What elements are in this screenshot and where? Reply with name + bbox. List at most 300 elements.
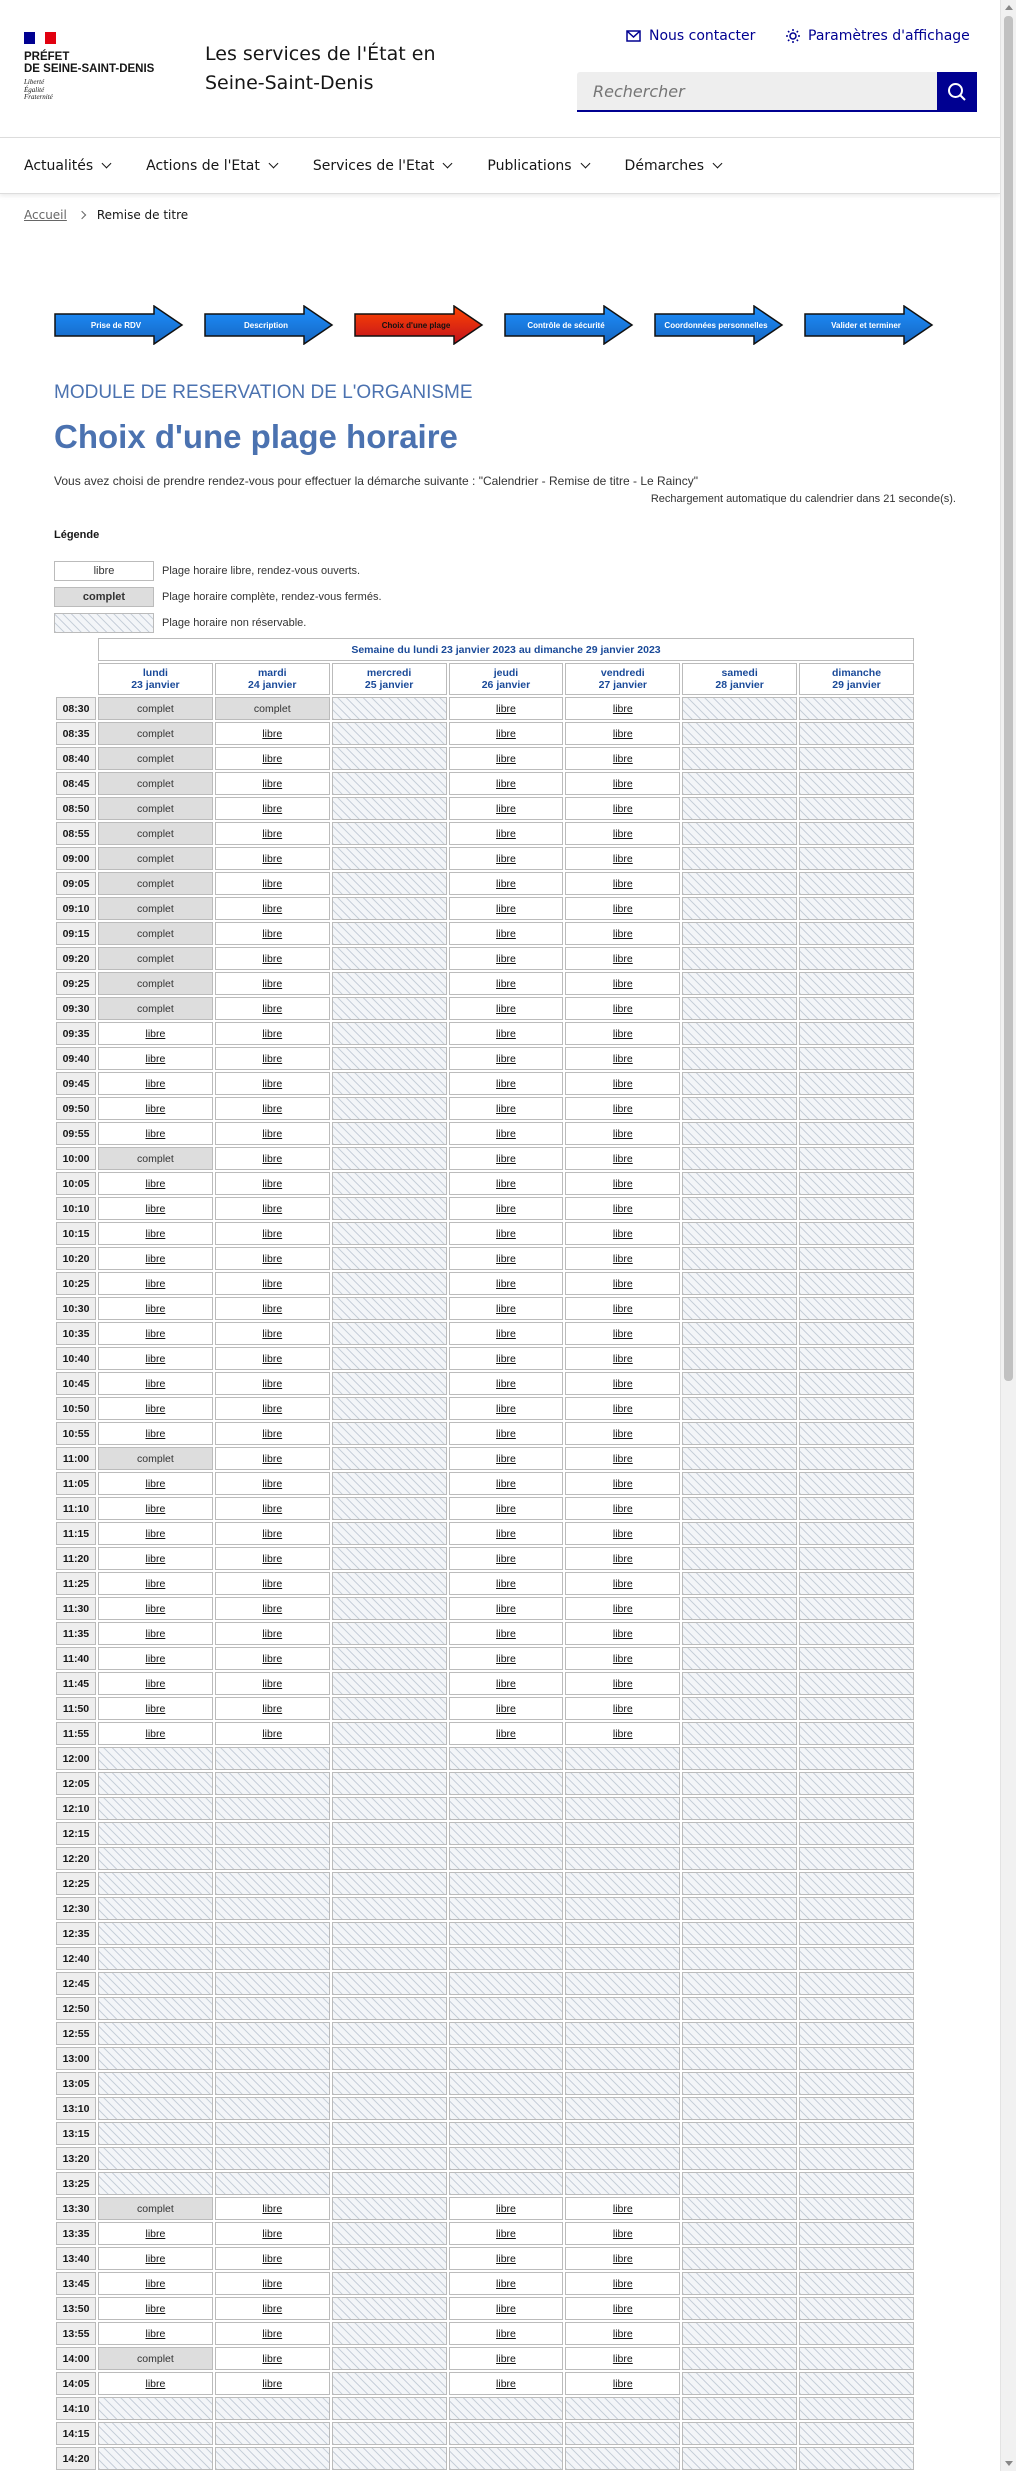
slot-free-link[interactable]: libre bbox=[612, 1302, 633, 1315]
slot-free-link[interactable]: libre bbox=[496, 1152, 516, 1165]
scroll-up-icon[interactable] bbox=[1005, 5, 1013, 10]
slot-free[interactable] bbox=[449, 947, 564, 970]
slot-free-link[interactable]: libre bbox=[145, 1102, 166, 1115]
slot-free[interactable] bbox=[215, 1622, 330, 1645]
slot-free[interactable] bbox=[449, 1472, 564, 1495]
slot-free-link[interactable]: libre bbox=[262, 2377, 283, 2390]
slot-free-link[interactable]: libre bbox=[612, 2352, 633, 2365]
slot-free[interactable] bbox=[215, 1497, 330, 1520]
slot-free[interactable] bbox=[98, 1372, 213, 1395]
slot-free-link[interactable]: libre bbox=[612, 902, 633, 915]
slot-free[interactable] bbox=[565, 1222, 680, 1245]
slot-free-link[interactable]: libre bbox=[496, 1627, 516, 1640]
slot-free[interactable] bbox=[449, 1497, 564, 1520]
slot-free-link[interactable]: libre bbox=[145, 1652, 166, 1665]
nav-item-actualites[interactable] bbox=[24, 138, 110, 193]
slot-free-link[interactable]: libre bbox=[612, 1252, 633, 1265]
slot-free[interactable] bbox=[565, 2372, 680, 2395]
slot-free[interactable] bbox=[449, 2297, 564, 2320]
slot-free[interactable] bbox=[215, 1447, 330, 1470]
slot-free[interactable] bbox=[215, 897, 330, 920]
slot-free-link[interactable]: libre bbox=[262, 927, 283, 940]
slot-free-link[interactable]: libre bbox=[496, 1702, 516, 1715]
slot-free[interactable] bbox=[565, 1472, 680, 1495]
slot-free-link[interactable]: libre bbox=[262, 1727, 283, 1740]
slot-free[interactable] bbox=[215, 947, 330, 970]
slot-free-link[interactable]: libre bbox=[612, 2227, 633, 2240]
slot-free-link[interactable]: libre bbox=[145, 1327, 166, 1340]
slot-free[interactable] bbox=[565, 2297, 680, 2320]
slot-free-link[interactable]: libre bbox=[612, 1002, 633, 1015]
slot-free-link[interactable]: libre bbox=[612, 2327, 633, 2340]
slot-free-link[interactable]: libre bbox=[262, 2252, 283, 2265]
slot-free-link[interactable]: libre bbox=[145, 2227, 166, 2240]
scrollbar[interactable] bbox=[1000, 0, 1016, 2471]
slot-free-link[interactable]: libre bbox=[262, 1302, 283, 1315]
slot-free-link[interactable]: libre bbox=[496, 777, 516, 790]
slot-free-link[interactable]: libre bbox=[612, 1152, 633, 1165]
slot-free-link[interactable]: libre bbox=[496, 902, 516, 915]
slot-free-link[interactable]: libre bbox=[612, 777, 633, 790]
display-settings-link[interactable] bbox=[786, 28, 970, 44]
slot-free[interactable] bbox=[449, 1172, 564, 1195]
slot-free[interactable] bbox=[98, 1622, 213, 1645]
slot-free[interactable] bbox=[215, 972, 330, 995]
slot-free[interactable] bbox=[98, 1647, 213, 1670]
slot-free-link[interactable]: libre bbox=[145, 2277, 166, 2290]
slot-free[interactable] bbox=[565, 1647, 680, 1670]
search-input[interactable] bbox=[577, 72, 937, 112]
slot-free-link[interactable]: libre bbox=[262, 1702, 283, 1715]
slot-free-link[interactable]: libre bbox=[496, 727, 516, 740]
slot-free-link[interactable]: libre bbox=[612, 1502, 633, 1515]
slot-free[interactable] bbox=[98, 1122, 213, 1145]
slot-free-link[interactable]: libre bbox=[262, 1477, 283, 1490]
slot-free-link[interactable]: libre bbox=[262, 1502, 283, 1515]
slot-free-link[interactable]: libre bbox=[262, 1377, 283, 1390]
slot-free-link[interactable]: libre bbox=[612, 1627, 633, 1640]
slot-free-link[interactable]: libre bbox=[612, 1652, 633, 1665]
slot-free[interactable] bbox=[565, 997, 680, 1020]
slot-free-link[interactable]: libre bbox=[496, 1077, 516, 1090]
slot-free[interactable] bbox=[215, 1647, 330, 1670]
nav-item-actions[interactable] bbox=[146, 138, 277, 193]
slot-free[interactable] bbox=[98, 1097, 213, 1120]
slot-free[interactable] bbox=[215, 1222, 330, 1245]
slot-free[interactable] bbox=[565, 2272, 680, 2295]
service-title[interactable]: Les services de l'État en Seine-Saint-Denis bbox=[205, 43, 436, 94]
slot-free[interactable] bbox=[215, 722, 330, 745]
slot-free[interactable] bbox=[449, 747, 564, 770]
slot-free-link[interactable]: libre bbox=[612, 1177, 633, 1190]
slot-free-link[interactable]: libre bbox=[145, 1077, 166, 1090]
slot-free-link[interactable]: libre bbox=[262, 1452, 283, 1465]
slot-free-link[interactable]: libre bbox=[262, 852, 283, 865]
slot-free-link[interactable]: libre bbox=[612, 2302, 633, 2315]
slot-free-link[interactable]: libre bbox=[612, 1577, 633, 1590]
slot-free[interactable] bbox=[215, 1197, 330, 1220]
slot-free-link[interactable]: libre bbox=[612, 1377, 633, 1390]
slot-free[interactable] bbox=[215, 822, 330, 845]
search-button[interactable] bbox=[937, 72, 977, 112]
slot-free-link[interactable]: libre bbox=[145, 2377, 166, 2390]
slot-free-link[interactable]: libre bbox=[262, 1527, 283, 1540]
slot-free[interactable] bbox=[565, 1722, 680, 1745]
slot-free-link[interactable]: libre bbox=[496, 2277, 516, 2290]
slot-free-link[interactable]: libre bbox=[612, 977, 633, 990]
slot-free-link[interactable]: libre bbox=[612, 1227, 633, 1240]
slot-free-link[interactable]: libre bbox=[145, 1477, 166, 1490]
slot-free[interactable] bbox=[98, 1397, 213, 1420]
slot-free-link[interactable]: libre bbox=[496, 1002, 516, 1015]
slot-free-link[interactable]: libre bbox=[496, 2227, 516, 2240]
slot-free[interactable] bbox=[449, 972, 564, 995]
slot-free-link[interactable]: libre bbox=[496, 1552, 516, 1565]
slot-free[interactable] bbox=[449, 1222, 564, 1245]
slot-free-link[interactable]: libre bbox=[262, 2327, 283, 2340]
slot-free[interactable] bbox=[215, 1047, 330, 1070]
slot-free[interactable] bbox=[565, 1272, 680, 1295]
slot-free-link[interactable]: libre bbox=[496, 1177, 516, 1190]
slot-free-link[interactable]: libre bbox=[496, 1602, 516, 1615]
nav-item-services[interactable] bbox=[313, 138, 452, 193]
slot-free[interactable] bbox=[215, 1322, 330, 1345]
slot-free[interactable] bbox=[565, 1697, 680, 1720]
slot-free-link[interactable]: libre bbox=[262, 1352, 283, 1365]
slot-free-link[interactable]: libre bbox=[262, 902, 283, 915]
slot-free-link[interactable]: libre bbox=[262, 727, 283, 740]
slot-free[interactable] bbox=[98, 1222, 213, 1245]
slot-free-link[interactable]: libre bbox=[612, 1277, 633, 1290]
slot-free-link[interactable]: libre bbox=[262, 1052, 283, 1065]
slot-free[interactable] bbox=[565, 2347, 680, 2370]
slot-free[interactable] bbox=[98, 1322, 213, 1345]
slot-free[interactable] bbox=[215, 1247, 330, 1270]
slot-free[interactable] bbox=[565, 897, 680, 920]
slot-free-link[interactable]: libre bbox=[496, 802, 516, 815]
slot-free[interactable] bbox=[98, 1347, 213, 1370]
slot-free-link[interactable]: libre bbox=[145, 1052, 166, 1065]
slot-free-link[interactable]: libre bbox=[496, 1202, 516, 1215]
slot-free[interactable] bbox=[565, 1197, 680, 1220]
slot-free-link[interactable]: libre bbox=[262, 1252, 283, 1265]
slot-free-link[interactable]: libre bbox=[145, 1677, 166, 1690]
slot-free-link[interactable]: libre bbox=[496, 1677, 516, 1690]
slot-free-link[interactable]: libre bbox=[612, 1402, 633, 1415]
slot-free[interactable] bbox=[215, 1572, 330, 1595]
scroll-down-icon[interactable] bbox=[1005, 2461, 1013, 2466]
slot-free[interactable] bbox=[215, 1072, 330, 1095]
prefet-logo[interactable] bbox=[24, 32, 154, 102]
slot-free[interactable] bbox=[215, 772, 330, 795]
slot-free[interactable] bbox=[98, 1547, 213, 1570]
slot-free[interactable] bbox=[98, 1522, 213, 1545]
slot-free[interactable] bbox=[565, 772, 680, 795]
slot-free-link[interactable]: libre bbox=[262, 1152, 283, 1165]
slot-free-link[interactable]: libre bbox=[496, 1377, 516, 1390]
slot-free-link[interactable]: libre bbox=[496, 752, 516, 765]
slot-free-link[interactable]: libre bbox=[262, 2302, 283, 2315]
slot-free[interactable] bbox=[215, 1297, 330, 1320]
slot-free[interactable] bbox=[215, 1372, 330, 1395]
slot-free[interactable] bbox=[449, 1722, 564, 1745]
slot-free-link[interactable]: libre bbox=[145, 1427, 166, 1440]
nav-item-publications[interactable] bbox=[487, 138, 588, 193]
slot-free[interactable] bbox=[565, 1497, 680, 1520]
slot-free-link[interactable]: libre bbox=[145, 1627, 166, 1640]
slot-free[interactable] bbox=[565, 1597, 680, 1620]
slot-free[interactable] bbox=[565, 1447, 680, 1470]
slot-free[interactable] bbox=[565, 747, 680, 770]
slot-free[interactable] bbox=[215, 2247, 330, 2270]
slot-free-link[interactable]: libre bbox=[262, 1227, 283, 1240]
slot-free[interactable] bbox=[565, 1547, 680, 1570]
slot-free[interactable] bbox=[98, 2222, 213, 2245]
contact-link[interactable] bbox=[626, 28, 755, 44]
slot-free-link[interactable]: libre bbox=[612, 1052, 633, 1065]
slot-free[interactable] bbox=[215, 2297, 330, 2320]
slot-free[interactable] bbox=[449, 1647, 564, 1670]
slot-free-link[interactable]: libre bbox=[612, 1352, 633, 1365]
slot-free[interactable] bbox=[449, 997, 564, 1020]
slot-free-link[interactable]: libre bbox=[496, 2252, 516, 2265]
slot-free[interactable] bbox=[215, 1597, 330, 1620]
slot-free-link[interactable]: libre bbox=[496, 1327, 516, 1340]
slot-free-link[interactable]: libre bbox=[496, 1477, 516, 1490]
slot-free[interactable] bbox=[449, 1072, 564, 1095]
slot-free-link[interactable]: libre bbox=[145, 1602, 166, 1615]
slot-free[interactable] bbox=[449, 1547, 564, 1570]
slot-free[interactable] bbox=[449, 922, 564, 945]
slot-free[interactable] bbox=[565, 847, 680, 870]
slot-free[interactable] bbox=[215, 1022, 330, 1045]
slot-free-link[interactable]: libre bbox=[262, 1277, 283, 1290]
slot-free[interactable] bbox=[215, 1347, 330, 1370]
slot-free[interactable] bbox=[565, 1247, 680, 1270]
slot-free-link[interactable]: libre bbox=[612, 1127, 633, 1140]
slot-free-link[interactable]: libre bbox=[612, 702, 633, 715]
slot-free[interactable] bbox=[98, 1572, 213, 1595]
slot-free[interactable] bbox=[215, 797, 330, 820]
slot-free-link[interactable]: libre bbox=[262, 977, 283, 990]
slot-free-link[interactable]: libre bbox=[262, 1552, 283, 1565]
slot-free-link[interactable]: libre bbox=[612, 1727, 633, 1740]
slot-free[interactable] bbox=[449, 1097, 564, 1120]
slot-free-link[interactable]: libre bbox=[496, 1227, 516, 1240]
slot-free-link[interactable]: libre bbox=[496, 1652, 516, 1665]
slot-free-link[interactable]: libre bbox=[145, 2252, 166, 2265]
slot-free-link[interactable]: libre bbox=[612, 802, 633, 815]
slot-free-link[interactable]: libre bbox=[262, 1577, 283, 1590]
slot-free-link[interactable]: libre bbox=[262, 1177, 283, 1190]
slot-free-link[interactable]: libre bbox=[496, 927, 516, 940]
slot-free[interactable] bbox=[215, 2347, 330, 2370]
slot-free[interactable] bbox=[215, 1122, 330, 1145]
slot-free-link[interactable]: libre bbox=[145, 1027, 166, 1040]
slot-free[interactable] bbox=[215, 1397, 330, 1420]
slot-free[interactable] bbox=[449, 2197, 564, 2220]
slot-free[interactable] bbox=[215, 872, 330, 895]
slot-free-link[interactable]: libre bbox=[262, 827, 283, 840]
slot-free[interactable] bbox=[98, 1022, 213, 1045]
slot-free-link[interactable]: libre bbox=[262, 2227, 283, 2240]
slot-free[interactable] bbox=[449, 1572, 564, 1595]
slot-free[interactable] bbox=[565, 1572, 680, 1595]
slot-free-link[interactable]: libre bbox=[496, 1302, 516, 1315]
slot-free-link[interactable]: libre bbox=[612, 1327, 633, 1340]
slot-free[interactable] bbox=[565, 1422, 680, 1445]
slot-free[interactable] bbox=[565, 1397, 680, 1420]
slot-free[interactable] bbox=[449, 2247, 564, 2270]
slot-free[interactable] bbox=[449, 1522, 564, 1545]
slot-free[interactable] bbox=[449, 1397, 564, 1420]
slot-free-link[interactable]: libre bbox=[145, 1277, 166, 1290]
slot-free[interactable] bbox=[565, 1122, 680, 1145]
slot-free[interactable] bbox=[449, 722, 564, 745]
slot-free[interactable] bbox=[215, 1472, 330, 1495]
slot-free-link[interactable]: libre bbox=[262, 1077, 283, 1090]
slot-free-link[interactable]: libre bbox=[496, 702, 516, 715]
slot-free[interactable] bbox=[449, 2272, 564, 2295]
slot-free-link[interactable]: libre bbox=[145, 1302, 166, 1315]
slot-free-link[interactable]: libre bbox=[262, 752, 283, 765]
slot-free[interactable] bbox=[98, 1422, 213, 1445]
slot-free[interactable] bbox=[98, 1722, 213, 1745]
slot-free[interactable] bbox=[565, 872, 680, 895]
slot-free-link[interactable]: libre bbox=[496, 2302, 516, 2315]
slot-free[interactable] bbox=[449, 872, 564, 895]
slot-free-link[interactable]: libre bbox=[145, 1227, 166, 1240]
slot-free[interactable] bbox=[565, 947, 680, 970]
slot-free-link[interactable]: libre bbox=[145, 2302, 166, 2315]
slot-free-link[interactable]: libre bbox=[262, 2352, 283, 2365]
slot-free[interactable] bbox=[98, 2247, 213, 2270]
slot-free[interactable] bbox=[449, 1372, 564, 1395]
slot-free[interactable] bbox=[449, 1147, 564, 1170]
scrollbar-thumb[interactable] bbox=[1004, 16, 1013, 1381]
slot-free[interactable] bbox=[215, 1547, 330, 1570]
slot-free[interactable] bbox=[565, 722, 680, 745]
slot-free[interactable] bbox=[98, 1697, 213, 1720]
slot-free-link[interactable]: libre bbox=[612, 877, 633, 890]
slot-free-link[interactable]: libre bbox=[145, 1352, 166, 1365]
slot-free[interactable] bbox=[98, 1297, 213, 1320]
nav-item-demarches[interactable] bbox=[625, 138, 722, 193]
slot-free[interactable] bbox=[215, 1672, 330, 1695]
slot-free-link[interactable]: libre bbox=[612, 1027, 633, 1040]
slot-free-link[interactable]: libre bbox=[496, 1102, 516, 1115]
slot-free[interactable] bbox=[98, 2322, 213, 2345]
slot-free[interactable] bbox=[449, 797, 564, 820]
slot-free-link[interactable]: libre bbox=[612, 927, 633, 940]
slot-free-link[interactable]: libre bbox=[612, 2252, 633, 2265]
slot-free-link[interactable]: libre bbox=[496, 1402, 516, 1415]
slot-free[interactable] bbox=[215, 2372, 330, 2395]
slot-free[interactable] bbox=[565, 1622, 680, 1645]
slot-free[interactable] bbox=[98, 1597, 213, 1620]
slot-free-link[interactable]: libre bbox=[496, 1027, 516, 1040]
slot-free[interactable] bbox=[215, 2197, 330, 2220]
slot-free[interactable] bbox=[98, 2272, 213, 2295]
slot-free[interactable] bbox=[565, 1672, 680, 1695]
slot-free-link[interactable]: libre bbox=[612, 1677, 633, 1690]
slot-free[interactable] bbox=[449, 772, 564, 795]
slot-free[interactable] bbox=[449, 1122, 564, 1145]
slot-free[interactable] bbox=[98, 1072, 213, 1095]
slot-free-link[interactable]: libre bbox=[496, 1577, 516, 1590]
slot-free-link[interactable]: libre bbox=[612, 727, 633, 740]
slot-free[interactable] bbox=[449, 1022, 564, 1045]
slot-free[interactable] bbox=[565, 1022, 680, 1045]
slot-free[interactable] bbox=[565, 1372, 680, 1395]
slot-free-link[interactable]: libre bbox=[262, 952, 283, 965]
slot-free-link[interactable]: libre bbox=[496, 2327, 516, 2340]
slot-free-link[interactable]: libre bbox=[612, 2377, 633, 2390]
slot-free-link[interactable]: libre bbox=[262, 1027, 283, 1040]
slot-free[interactable] bbox=[215, 847, 330, 870]
slot-free-link[interactable]: libre bbox=[262, 802, 283, 815]
slot-free-link[interactable]: libre bbox=[612, 1552, 633, 1565]
slot-free-link[interactable]: libre bbox=[612, 1702, 633, 1715]
slot-free-link[interactable]: libre bbox=[496, 1277, 516, 1290]
slot-free[interactable] bbox=[565, 822, 680, 845]
slot-free[interactable] bbox=[449, 1622, 564, 1645]
slot-free-link[interactable]: libre bbox=[145, 1177, 166, 1190]
slot-free[interactable] bbox=[565, 1072, 680, 1095]
slot-free[interactable] bbox=[449, 697, 564, 720]
slot-free-link[interactable]: libre bbox=[145, 1577, 166, 1590]
slot-free-link[interactable]: libre bbox=[262, 1427, 283, 1440]
slot-free[interactable] bbox=[215, 922, 330, 945]
slot-free-link[interactable]: libre bbox=[496, 2377, 516, 2390]
slot-free[interactable] bbox=[215, 1172, 330, 1195]
slot-free[interactable] bbox=[449, 2322, 564, 2345]
slot-free-link[interactable]: libre bbox=[262, 1202, 283, 1215]
slot-free[interactable] bbox=[449, 1322, 564, 1345]
slot-free[interactable] bbox=[565, 1172, 680, 1195]
slot-free[interactable] bbox=[98, 1497, 213, 1520]
slot-free-link[interactable]: libre bbox=[612, 1427, 633, 1440]
slot-free-link[interactable]: libre bbox=[262, 877, 283, 890]
slot-free[interactable] bbox=[215, 997, 330, 1020]
slot-free-link[interactable]: libre bbox=[145, 1552, 166, 1565]
slot-free[interactable] bbox=[565, 972, 680, 995]
slot-free[interactable] bbox=[98, 1197, 213, 1220]
slot-free[interactable] bbox=[449, 1047, 564, 1070]
slot-free-link[interactable]: libre bbox=[496, 827, 516, 840]
slot-free-link[interactable]: libre bbox=[262, 2277, 283, 2290]
slot-free-link[interactable]: libre bbox=[496, 1252, 516, 1265]
slot-free[interactable] bbox=[98, 1172, 213, 1195]
slot-free[interactable] bbox=[449, 897, 564, 920]
slot-free[interactable] bbox=[215, 1147, 330, 1170]
slot-free[interactable] bbox=[215, 1697, 330, 1720]
slot-free[interactable] bbox=[98, 1672, 213, 1695]
slot-free[interactable] bbox=[98, 1472, 213, 1495]
slot-free[interactable] bbox=[565, 2197, 680, 2220]
slot-free-link[interactable]: libre bbox=[496, 1427, 516, 1440]
slot-free-link[interactable]: libre bbox=[496, 1502, 516, 1515]
slot-free-link[interactable]: libre bbox=[496, 1527, 516, 1540]
slot-free[interactable] bbox=[449, 822, 564, 845]
slot-free-link[interactable]: libre bbox=[145, 1502, 166, 1515]
breadcrumb-home-link[interactable]: Accueil bbox=[24, 208, 67, 222]
slot-free[interactable] bbox=[215, 1422, 330, 1445]
slot-free-link[interactable]: libre bbox=[496, 977, 516, 990]
slot-free[interactable] bbox=[215, 2222, 330, 2245]
slot-free[interactable] bbox=[449, 1447, 564, 1470]
slot-free[interactable] bbox=[565, 2222, 680, 2245]
